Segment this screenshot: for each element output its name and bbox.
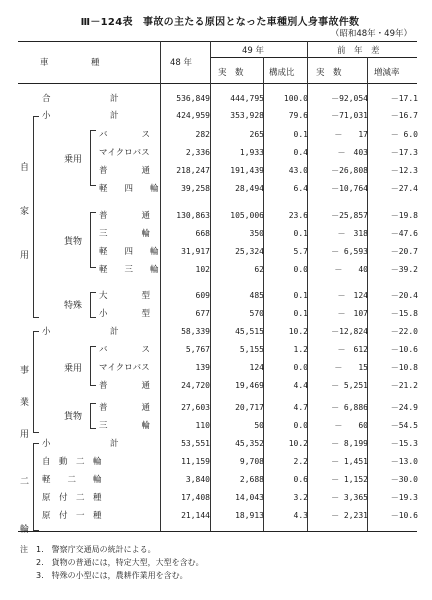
- table-cell-rate: －10.6: [390, 345, 418, 354]
- table-cell-diff: － 6,886: [331, 403, 368, 412]
- subgroup-private-special: 特殊: [64, 301, 83, 311]
- row-label: 三 輪: [99, 421, 151, 431]
- table-cell-ratio: 0.4: [293, 148, 308, 157]
- row-label: 小 計: [42, 327, 119, 337]
- table-cell-rate: －20.7: [390, 247, 418, 256]
- header-vehicle-type: 車 種: [40, 58, 100, 68]
- header-year49: 49 年: [242, 46, 265, 56]
- row-label: 原 付 二 種: [42, 493, 102, 503]
- table-title: Ⅲ－124表 事故の主たる原因となった車種別人身事故件数: [80, 17, 360, 28]
- table-cell-v48: 102: [195, 265, 210, 274]
- table-cell-v49: 124: [249, 363, 264, 372]
- header-bottom-rule: [18, 83, 417, 84]
- table-cell-v49: 50: [254, 421, 264, 430]
- table-cell-v49: 444,795: [230, 94, 264, 103]
- row-label: 小 計: [42, 439, 119, 449]
- table-cell-v49: 5,155: [239, 345, 264, 354]
- col-sep-1: [160, 41, 161, 531]
- table-cell-v48: 17,408: [181, 493, 210, 502]
- table-cell-v49: 350: [249, 229, 264, 238]
- table-cell-ratio: 0.0: [293, 363, 308, 372]
- table-cell-v49: 353,928: [230, 111, 264, 120]
- group-label-business: 事業用: [20, 366, 30, 440]
- top-rule: [18, 41, 417, 42]
- table-cell-v49: 19,469: [235, 381, 264, 390]
- table-cell-diff: －12,824: [331, 327, 368, 336]
- table-cell-v48: 2,336: [185, 148, 210, 157]
- table-cell-diff: － 612: [337, 345, 368, 354]
- table-cell-v49: 1,933: [239, 148, 264, 157]
- row-label: 大 型: [99, 291, 151, 301]
- table-cell-diff: － 3,365: [331, 493, 368, 502]
- table-cell-diff: － 15: [334, 363, 368, 372]
- table-cell-v48: 110: [195, 421, 210, 430]
- table-cell-rate: －47.6: [390, 229, 418, 238]
- table-cell-v48: 668: [195, 229, 210, 238]
- table-cell-v49: 570: [249, 309, 264, 318]
- subgroup-business-passenger: 乗用: [64, 364, 83, 374]
- table-cell-v49: 20,717: [235, 403, 264, 412]
- row-label: 原 付 一 種: [42, 511, 102, 521]
- bracket-private-special: [90, 292, 96, 318]
- table-cell-v49: 62: [254, 265, 264, 274]
- table-cell-v48: 31,917: [181, 247, 210, 256]
- table-cell-diff: － 6,593: [331, 247, 368, 256]
- table-cell-rate: －54.5: [390, 421, 418, 430]
- table-cell-ratio: 0.0: [293, 421, 308, 430]
- table-cell-rate: －20.4: [390, 291, 418, 300]
- row-label: 軽 三 輪: [99, 265, 159, 275]
- table-cell-ratio: 1.2: [293, 345, 308, 354]
- table-cell-rate: －10.8: [390, 363, 418, 372]
- table-cell-rate: －39.2: [390, 265, 418, 274]
- bracket-private-cargo: [90, 212, 96, 268]
- table-cell-v48: 218,247: [176, 166, 210, 175]
- table-cell-ratio: 23.6: [288, 211, 308, 220]
- table-cell-diff: －92,054: [331, 94, 368, 103]
- table-cell-v48: 3,840: [185, 475, 210, 484]
- group-label-private: 自家用: [20, 163, 30, 261]
- table-cell-diff: － 1,152: [331, 475, 368, 484]
- table-cell-diff: －71,031: [331, 111, 368, 120]
- table-cell-v48: 282: [195, 130, 210, 139]
- table-cell-ratio: 100.0: [283, 94, 308, 103]
- table-cell-ratio: 0.0: [293, 265, 308, 274]
- table-cell-ratio: 0.6: [293, 475, 308, 484]
- table-cell-v49: 2,688: [239, 475, 264, 484]
- header-diff: 前 年 差: [337, 46, 380, 56]
- table-cell-ratio: 10.2: [288, 327, 308, 336]
- table-cell-v48: 58,339: [181, 327, 210, 336]
- table-cell-ratio: 43.0: [288, 166, 308, 175]
- table-cell-diff: － 60: [334, 421, 368, 430]
- table-cell-rate: －19.3: [390, 493, 418, 502]
- bracket-twowheel: [33, 443, 39, 531]
- table-cell-rate: －24.9: [390, 403, 418, 412]
- table-cell-ratio: 4.4: [293, 381, 308, 390]
- table-notes: [20, 543, 204, 582]
- table-cell-rate: － 6.0: [390, 130, 418, 139]
- table-cell-ratio: 3.2: [293, 493, 308, 502]
- table-cell-rate: －17.3: [390, 148, 418, 157]
- table-cell-v49: 18,913: [235, 511, 264, 520]
- bracket-business: [33, 331, 39, 433]
- header-diff-rate: 増減率: [374, 68, 400, 78]
- bracket-business-cargo: [90, 403, 96, 429]
- row-label: バ ス: [99, 345, 151, 355]
- subgroup-private-passenger: 乗用: [64, 155, 83, 165]
- note-line: 3. 特殊の小型には，農耕作業用を含む。: [20, 571, 188, 580]
- table-cell-rate: －17.1: [390, 94, 418, 103]
- table-cell-diff: － 40: [334, 265, 368, 274]
- table-cell-diff: － 5,251: [331, 381, 368, 390]
- table-cell-ratio: 0.1: [293, 309, 308, 318]
- table-cell-ratio: 6.4: [293, 184, 308, 193]
- table-cell-rate: －22.0: [390, 327, 418, 336]
- table-cell-rate: －12.3: [390, 166, 418, 175]
- table-cell-ratio: 4.7: [293, 403, 308, 412]
- table-cell-v48: 609: [195, 291, 210, 300]
- table-cell-v48: 11,159: [181, 457, 210, 466]
- table-cell-ratio: 10.2: [288, 439, 308, 448]
- table-cell-rate: －10.6: [390, 511, 418, 520]
- table-cell-ratio: 0.1: [293, 291, 308, 300]
- table-cell-v48: 536,849: [176, 94, 210, 103]
- table-cell-ratio: 0.1: [293, 229, 308, 238]
- table-cell-rate: －21.2: [390, 381, 418, 390]
- header-year49-count: 実 数: [218, 68, 244, 78]
- table-cell-diff: － 8,199: [331, 439, 368, 448]
- bracket-business-passenger: [90, 346, 96, 386]
- row-label: バ ス: [99, 130, 151, 140]
- table-cell-diff: － 1,451: [331, 457, 368, 466]
- table-subtitle: （昭和48年・49年）: [330, 29, 412, 39]
- table-cell-diff: －25,857: [331, 211, 368, 220]
- table-cell-rate: －27.4: [390, 184, 418, 193]
- table-cell-ratio: 0.1: [293, 130, 308, 139]
- subgroup-business-cargo: 貨物: [64, 412, 83, 422]
- table-cell-diff: － 2,231: [331, 511, 368, 520]
- table-cell-diff: － 107: [337, 309, 368, 318]
- table-cell-v49: 9,708: [239, 457, 264, 466]
- row-label: 自 動 二 輪: [42, 457, 102, 467]
- table-cell-v49: 45,352: [235, 439, 264, 448]
- row-label: 軽 四 輪: [99, 184, 159, 194]
- table-cell-diff: － 17: [334, 130, 368, 139]
- table-cell-v48: 53,551: [181, 439, 210, 448]
- table-cell-v48: 5,767: [185, 345, 210, 354]
- table-cell-v48: 27,603: [181, 403, 210, 412]
- table-cell-ratio: 79.6: [288, 111, 308, 120]
- table-cell-rate: －19.8: [390, 211, 418, 220]
- row-label: 普 通: [99, 403, 151, 413]
- table-cell-rate: －16.7: [390, 111, 418, 120]
- note-line: 2. 貨物の普通には，特定大型，大型を含む。: [20, 558, 204, 567]
- table-cell-ratio: 4.3: [293, 511, 308, 520]
- subgroup-private-cargo: 貨物: [64, 237, 83, 247]
- bracket-private: [33, 116, 39, 318]
- table-cell-v49: 265: [249, 130, 264, 139]
- table-cell-diff: －26,808: [331, 166, 368, 175]
- table-cell-v48: 24,720: [181, 381, 210, 390]
- row-label: 軽 二 輪: [42, 475, 102, 485]
- table-cell-rate: －15.3: [390, 439, 418, 448]
- table-cell-v48: 21,144: [181, 511, 210, 520]
- table-cell-v49: 14,043: [235, 493, 264, 502]
- table-cell-v49: 45,515: [235, 327, 264, 336]
- table-cell-v48: 677: [195, 309, 210, 318]
- table-cell-rate: －13.0: [390, 457, 418, 466]
- row-label: 普 通: [99, 166, 151, 176]
- header-diff-count: 実 数: [316, 68, 342, 78]
- table-cell-diff: － 403: [337, 148, 368, 157]
- table-cell-rate: －30.0: [390, 475, 418, 484]
- note-line: 注 1. 警察庁交通局の統計による。: [20, 545, 156, 554]
- table-cell-ratio: 5.7: [293, 247, 308, 256]
- row-label: 普 通: [99, 381, 151, 391]
- row-label: マイクロバス: [99, 363, 150, 373]
- table-cell-diff: － 318: [337, 229, 368, 238]
- table-cell-diff: － 124: [337, 291, 368, 300]
- col-sep-2: [210, 41, 211, 531]
- header-year48: 48 年: [170, 58, 193, 68]
- table-cell-v49: 485: [249, 291, 264, 300]
- group-label-twowheel: 二輪: [20, 477, 30, 535]
- table-cell-rate: －15.8: [390, 309, 418, 318]
- bottom-rule: [18, 531, 417, 532]
- row-label: 軽 四 輪: [99, 247, 159, 257]
- bracket-private-passenger: [90, 130, 96, 186]
- table-cell-v48: 130,863: [176, 211, 210, 220]
- table-cell-v48: 424,959: [176, 111, 210, 120]
- row-label: マイクロバス: [99, 148, 150, 158]
- table-cell-v48: 39,258: [181, 184, 210, 193]
- header-year49-ratio: 構成比: [269, 68, 295, 78]
- header-sub-rule: [210, 57, 417, 58]
- row-label: 合 計: [42, 94, 119, 104]
- table-cell-v49: 191,439: [230, 166, 264, 175]
- row-label: 普 通: [99, 211, 151, 221]
- table-cell-v49: 25,324: [235, 247, 264, 256]
- table-cell-v49: 105,006: [230, 211, 264, 220]
- table-cell-v49: 28,494: [235, 184, 264, 193]
- row-label: 小 計: [42, 111, 119, 121]
- table-cell-v48: 139: [195, 363, 210, 372]
- row-label: 三 輪: [99, 229, 151, 239]
- row-label: 小 型: [99, 309, 151, 319]
- table-cell-diff: －10,764: [331, 184, 368, 193]
- table-cell-ratio: 2.2: [293, 457, 308, 466]
